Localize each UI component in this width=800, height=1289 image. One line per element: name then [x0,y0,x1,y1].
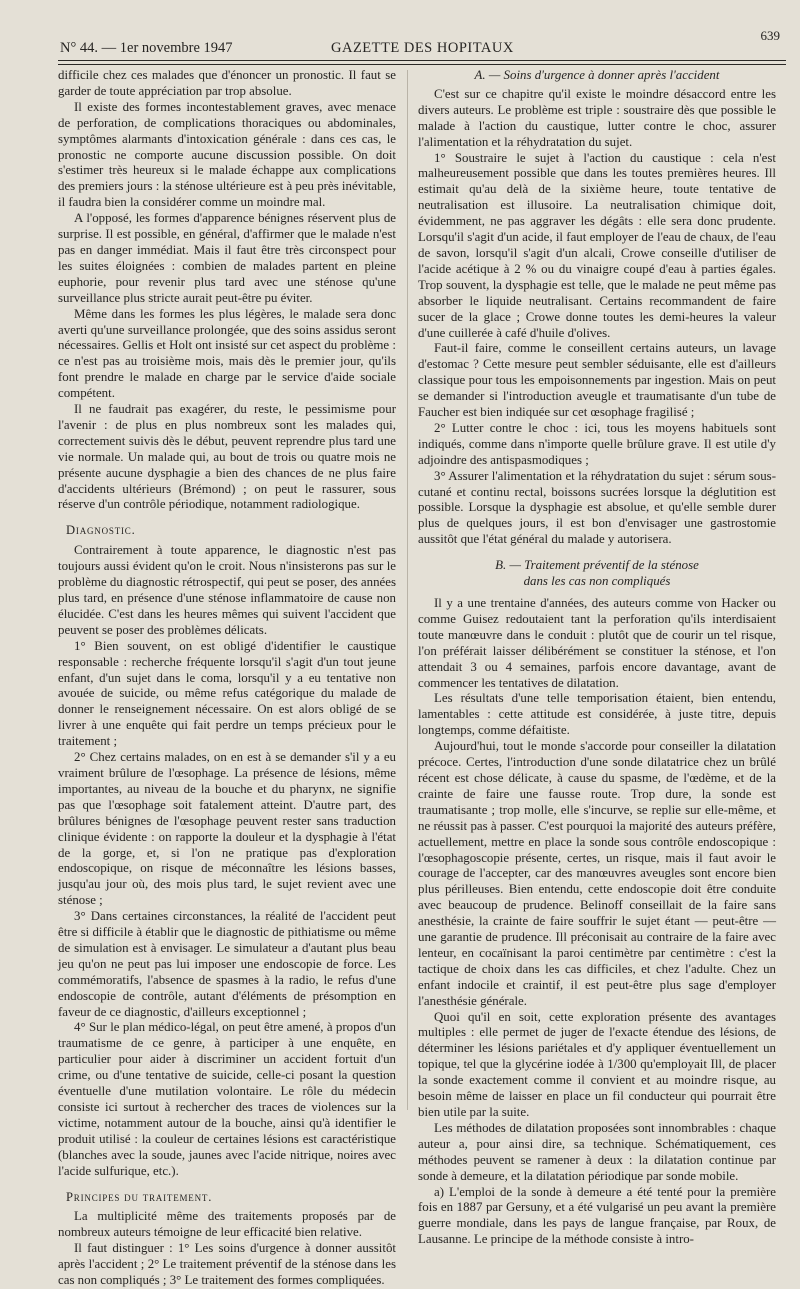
section-heading-treatment: Principes du traitement. [66,1189,213,1204]
paragraph: A l'opposé, les formes d'apparence bénignes réservent plus de surprise. Il est possible, en général, d'affirmer que le malade n'est pas en danger immédiat. Mais il faut être très circonspect pour les suites éloignées : combien de malades partent en pleine euphorie, pour revenir plus tard avec une sténose qu'une surveillance plus stricte aurait peut-être pu éviter. [58,211,396,305]
paragraph: 3° Dans certaines circonstances, la réalité de l'accident peut être si difficile à établir que le diagnostic de pithiatisme ou même de simulation est à envisager. Le simulateur a d'autant plus beau jeu qu'on ne peut pas lui imposer une endoscopie de force. Les commémoratifs, l'absence de spasmes à la radio, le refus d'une endoscopie de contrôle, autant d'éléments de présomption en faveur de ce diagnostic, d'ailleurs exceptionnel ; [58,909,396,1019]
column-divider [407,70,408,1110]
paragraph: Aujourd'hui, tout le monde s'accorde pour conseiller la dilatation précoce. Certes, l'introduction d'une sonde dilatatrice chez un brûlé récent est chose délicate, à cause du spasme, de l'œdème, et de la crainte de faire une fausse route. Trop dure, la sonde est traumatisante ; trop molle, elle s'incurve, se replie sur elle-même, et ne réussit pas à passer. C'est pourquoi la majorité des auteurs préfère, actuellement, mettre en place la sonde sous contrôle endoscopique : l'œsophagoscopie présente, certes, un risque, mais il faut avoir le courage de l'accepter, car des manœuvres aveugles sont encore bien plus périlleuses. Bien entendu, cette endoscopie doit être conduite avec beaucoup de prudence. Belinoff conseillait de la faire sans anesthésie, la crainte de faire souffrir le sujet étant — peut-être — une garantie de prudence. Ill préconisait au contraire de la faire avec lenteur, en cocaïnisant la paroi centimètre par centimètre : c'est la tactique de choix dans les cas difficiles, et chez l'adulte. Chez un enfant indocile et craintif, il est peut-être plus sage d'employer l'anesthésie générale. [418,739,776,1008]
paragraph: Il existe des formes incontestablement graves, avec menace de perforation, de complications thoraciques ou abdominales, symptômes alarmants d'intoxication générale : dans ces cas, le pronostic ne comporte aucune discussion possible. On doit s'estimer très heureux si le malade échappe aux complications des premiers jours : la sténose ultérieure est à peu près inévitable, il faudra bien la considérer comme un moindre mal. [58,99,396,210]
paragraph: La multiplicité même des traitements proposés par de nombreux auteurs témoigne de leur efficacité bien relative. [58,1209,396,1240]
subsection-heading-b: B. — Traitement préventif de la sténose [495,558,699,573]
paragraph: 4° Sur le plan médico-légal, on peut être amené, à propos d'un traumatisme de ce genre, à participer à une enquête, en particulier pour aider à discriminer un accident fortuit d'un crime, ou d'une tentative de suicide, celle-ci posant la question éventuelle d'une mutilation volontaire. Le rôle du médecin consiste ici surtout à rechercher des traces de violences sur la victime, notamment autour de la bouche, ainsi qu'à identifier le produit utilisé : la couleur de certaines lésions est caractéristique (blanches avec la soude, jaunes avec l'acide nitrique, noires avec l'acide sulfurique, etc.). [58,1020,396,1178]
paragraph: a) L'emploi de la sonde à demeure a été tenté pour la première fois en 1887 par Gersuny, et a été vulgarisé un peu avant la première guerre mondiale, dans les pays de langue française, par Roux, de Lausanne. Le principe de la méthode consiste à intro- [418,1184,776,1247]
subsection-heading-a: A. — Soins d'urgence à donner après l'accident [474,68,720,82]
paragraph: C'est sur ce chapitre qu'il existe le moindre désaccord entre les divers auteurs. Le problème est triple : soustraire dès que possible le malade à l'action du caustique, lutter contre le choc, assurer l'alimentation et la réhydratation du sujet. [418,86,776,149]
section-heading-diagnostic: Diagnostic. [66,523,136,538]
right-column [418,68,776,1247]
paragraph: Quoi qu'il en soit, cette exploration présente des avantages multiples : elle permet de juger de l'exacte étendue des lésions, de déterminer les lésions pariétales et d'y appliquer éventuellement un topique, tel que la glycérine iodée à 1/300 qu'employait Ill, de placer la sonde exactement comme il convient et au moindre risque, au besoin même de laisser en place un fil conducteur qui pourrait être bien utile par la suite. [418,1009,776,1119]
paragraph: Même dans les formes les plus légères, le malade sera donc averti qu'une surveillance prolongée, que des soins assidus seront nécessaires. Gellis et Holt ont insisté sur cet aspect du problème : ce n'est pas au troisième mois, mais dès le premier jour, qu'ils font prendre le malade en charge par le service d'aide sociale compétent. [58,306,396,401]
paragraph: Il y a une trentaine d'années, des auteurs comme von Hacker ou comme Guisez redoutaient tant la perforation qu'ils interdisaient toute manœuvre dans le conduit : plutôt que de courir un tel risque, l'on préférait laisser délibérément se constituer la sténose, et l'on attendait 3 ou 4 semaines, parfois encore davantage, avant de commencer les tentatives de dilatation. [418,596,776,690]
issue-line: N° 44. — 1er novembre 1947 [60,40,233,56]
paragraph: difficile chez ces malades que d'énoncer un pronostic. Il faut se garder de toute appréciation par trop absolue. [58,68,396,98]
paragraph: Les méthodes de dilatation proposées sont innombrables : chaque auteur a, pour ainsi dire, sa technique. Schématiquement, ces méthodes peuvent se ramener à deux : la dilatation continue par sonde à demeure, et la dilatation périodique par sonde mobile. [418,1120,776,1183]
page-number: 639 [760,28,780,43]
paragraph: Contrairement à toute apparence, le diagnostic n'est pas toujours aussi évident qu'on le croit. Nous n'insisterons pas sur le problème du diagnostic rétrospectif, qui peut se poser, des années plus tard, en présence d'une sténose inflammatoire de cause non élucidée. C'est dans les heures mêmes qui suivent l'accident que peuvent se poser des problèmes délicats. [58,543,396,637]
paragraph: Les résultats d'une telle temporisation étaient, bien entendu, lamentables : cette attitude est considérée, à juste titre, depuis longtemps, comme défaitiste. [418,691,776,738]
running-header [58,22,786,62]
paragraph: 2° Chez certains malades, on en est à se demander s'il y a eu vraiment brûlure de l'œsophage. La présence de lésions, même importantes, au niveau de la bouche et du pharynx, ne signifie pas que l'œsophage soit fatalement atteint. D'autre part, des brûlures bénignes de l'œsophage peuvent rester sans traduction clinique évidente : on rapporte la douleur et la dysphagie à l'état de la gorge, et, si l'on ne pratique pas d'exploration endoscopique, on risque de méconnaître les lésions basses, jusqu'au jour où, des mois plus tard, le sujet revient avec une sténose ; [58,750,396,908]
paragraph: 1° Bien souvent, on est obligé d'identifier le caustique responsable : recherche fréquente lorsqu'il s'agit d'un tout jeune enfant, d'un sujet dans le coma, lorsqu'il y a eu tentative non avouée de suicide, ou même refus catégorique du malade de donner le renseignement nécessaire. On est alors obligé de se livrer à une enquête qui fait perdre un temps précieux pour le traitement ; [58,638,396,749]
paragraph: 1° Soustraire le sujet à l'action du caustique : cela n'est malheureusement possible que dans les toutes premières heures. Ill estimait qu'au delà de la sixième heure, toute tentative de neutralisation est illusoire. La neutralisation chimique doit, évidemment, ne pas aggraver les dégâts : elle sera donc prudente. Lorsqu'il s'agit d'un acide, il faut employer de l'eau de chaux, de l'eau de savon, lorsqu'il s'agit d'un alcali, Crowe conseille d'utiliser de l'acide acétique à 2 % ou du vinaigre coupé d'eau à parties égales. Trop souvent, la dysphagie est telle, que le malade ne peut même pas absorber le liquide neutralisant. Certains recommandent de faire sucer de la glace ; Crowe donne toutes les demi-heures la valeur d'une cuillerée à café d'huile d'olives. [418,150,776,340]
left-column [58,68,396,1288]
journal-title: GAZETTE DES HOPITAUX [331,40,514,56]
paragraph: Faut-il faire, comme le conseillent certains auteurs, un lavage d'estomac ? Cette mesure peut sembler séduisante, elle est d'ailleurs classique pour tous les empoisonnements par ingestion. Mais on peut se demander si l'introduction aveugle et traumatisante d'un tube de Faucher est bien indiquée sur cet œsophage fragilisé ; [418,341,776,420]
paragraph: 3° Assurer l'alimentation et la réhydratation du sujet : sérum sous-cutané et continu rectal, boissons sucrées lorsque la déglutition est possible. Lorsque la dysphagie est absolue, et qu'elle semble durer plus de quelques jours, il est bon d'envisager une gastrostomie aussitôt que l'état général du malade y autorisera. [418,468,776,547]
paragraph: Il ne faudrait pas exagérer, du reste, le pessimisme pour l'avenir : de plus en plus nombreux sont les malades qui, correctement suivis dès le début, peuvent reprendre plus tard une vie normale. Un malade qui, au bout de trois ou quatre mois ne présente aucune dysphagie a bien des chances de ne plus faire d'accidents ultérieurs (Brémond) ; on peut le rassurer, sous réserve d'un contrôle périodique, notamment radiologique. [58,402,396,512]
header-rule-thin [58,64,786,65]
header-rule [58,60,786,61]
subsection-heading-b-line2: dans les cas non compliqués [523,574,671,589]
paragraph: Il faut distinguer : 1° Les soins d'urgence à donner aussitôt après l'accident ; 2° Le traitement préventif de la sténose dans les cas non compliqués ; 3° Le traitement des formes compliquées. [58,1241,396,1288]
paragraph: 2° Lutter contre le choc : ici, tous les moyens habituels sont indiqués, comme dans n'importe quelle brûlure grave. Il est utile d'y adjoindre des antispasmodiques ; [418,420,776,467]
